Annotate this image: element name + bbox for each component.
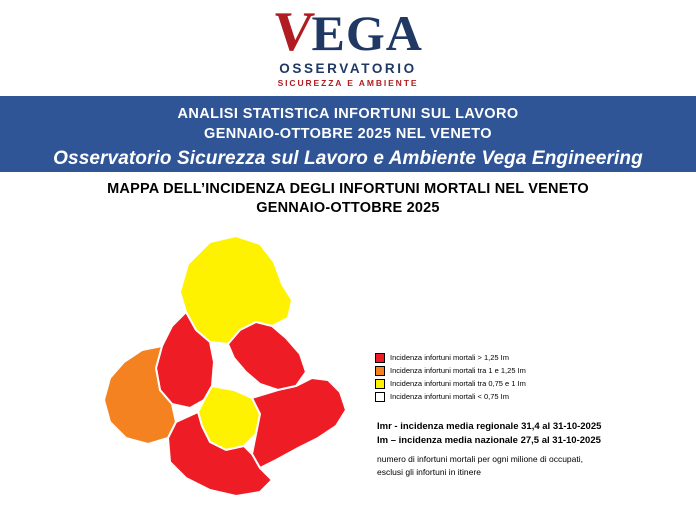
legend-item-mid-high: [375, 365, 675, 376]
legend-swatch-red: [375, 353, 385, 363]
legend: [375, 352, 675, 404]
legend-item-low: [375, 391, 675, 402]
logo-subtitle-osservatorio: OSSERVATORIO: [279, 61, 417, 76]
notes-block: [377, 420, 687, 479]
vega-logo: [0, 1, 696, 92]
legend-swatch-white: [375, 392, 385, 402]
banner-line-1: ANALISI STATISTICA INFORTUNI SUL LAVORO: [177, 106, 519, 122]
logo-letter-v: V: [269, 1, 315, 63]
legend-swatch-orange: [375, 366, 385, 376]
veneto-map: [60, 222, 390, 518]
note-definition-line-1: numero di infortuni mortali per ogni milione di occupati,: [377, 454, 583, 464]
legend-label-low: Incidenza infortuni mortali < 0,75 Im: [390, 391, 510, 401]
legend-item-mid-low: [375, 378, 675, 389]
title-banner: [0, 96, 696, 172]
banner-line-2: GENNAIO-OTTOBRE 2025 NEL VENETO: [204, 126, 492, 142]
note-national-average: Im – incidenza media nazionale 27,5 al 31-10-2025: [377, 435, 601, 446]
map-title: [0, 180, 696, 218]
legend-label-high: Incidenza infortuni mortali > 1,25 Im: [390, 352, 510, 362]
map-region-treviso[interactable]: [228, 322, 306, 390]
legend-swatch-yellow: [375, 379, 385, 389]
legend-label-mid-high: Incidenza infortuni mortali tra 1 e 1,25 Im: [390, 365, 526, 375]
legend-label-mid-low: Incidenza infortuni mortali tra 0,75 e 1 Im: [390, 378, 526, 388]
note-definition-line-2: esclusi gli infortuni in itinere: [377, 467, 481, 477]
note-regional-average: Imr - incidenza media regionale 31,4 al 31-10-2025: [377, 421, 602, 432]
map-region-venezia[interactable]: [252, 378, 346, 468]
map-title-line-1: MAPPA DELL’INCIDENZA DEGLI INFORTUNI MORTALI NEL VENETO: [107, 181, 589, 197]
logo-letters-ega: EGA: [311, 5, 423, 61]
legend-item-high: [375, 352, 675, 363]
banner-line-3: Osservatorio Sicurezza sul Lavoro e Ambiente Vega Engineering: [53, 148, 643, 169]
map-title-line-2: GENNAIO-OTTOBRE 2025: [256, 200, 440, 216]
logo-subtitle-sicurezza-ambiente: SICUREZZA E AMBIENTE: [277, 78, 419, 88]
logo-wordmark: [269, 1, 423, 63]
